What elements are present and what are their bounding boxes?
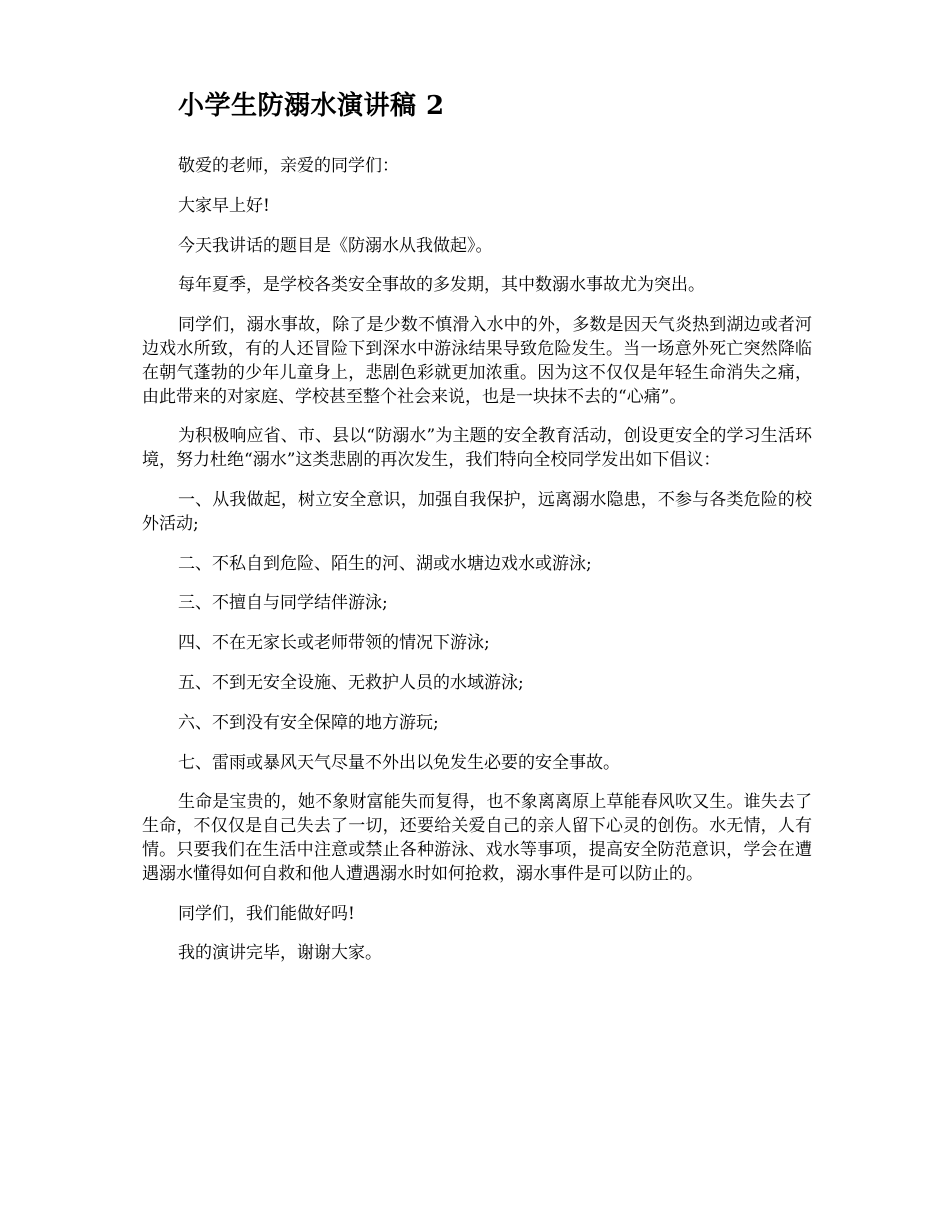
list-item-6: 六、不到没有安全保障的地方游玩;: [178, 712, 439, 733]
paragraph-life: 生命是宝贵的，她不象财富能失而复得，也不象离离原上草能春风吹又生。谁失去了生命，不仅仅是自己失去了一切，还要给关爱自己的亲人留下心灵的创伤。水无情，人有情。只要我们在生活中注意或禁止各种游泳、戏水等事项，提高安全防范意识，学会在遭遇溺水懂得如何自救和他人遭遇溺水时如何抢救，溺水事件是可以防止的。: [142, 792, 812, 884]
list-item-5: 五、不到无安全设施、无救护人员的水域游泳;: [178, 672, 524, 693]
paragraph-topic: 今天我讲话的题目是《防溺水从我做起》。: [178, 235, 493, 256]
list-item-2: 二、不私自到危险、陌生的河、湖或水塘边戏水或游泳;: [178, 553, 592, 574]
list-item-1: 一、从我做起，树立安全意识，加强自我保护，远离溺水隐患，不参与各类危险的校外活动;: [142, 489, 812, 534]
document-title: 小学生防溺水演讲稿 2: [178, 91, 445, 121]
paragraph-initiative: 为积极响应省、市、县以“防溺水”为主题的安全教育活动，创设更安全的学习生活环境，努力杜绝“溺水”这类悲剧的再次发生，我们特向全校同学发出如下倡议：: [142, 426, 812, 471]
paragraph-good-morning: 大家早上好!: [178, 195, 270, 216]
list-item-3: 三、不擅自与同学结伴游泳;: [178, 593, 388, 614]
paragraph-question: 同学们，我们能做好吗!: [178, 903, 355, 924]
paragraph-summer: 每年夏季，是学校各类安全事故的多发期，其中数溺水事故尤为突出。: [178, 275, 705, 296]
paragraph-closing: 我的演讲完毕，谢谢大家。: [178, 943, 382, 964]
list-item-4: 四、不在无家长或老师带领的情况下游泳;: [178, 633, 490, 654]
paragraph-accidents: 同学们，溺水事故，除了是少数不慎滑入水中的外，多数是因天气炎热到湖边或者河边戏水所致，有的人还冒险下到深水中游泳结果导致危险发生。当一场意外死亡突然降临在朝气蓬勃的少年儿童身上，悲剧色彩就更加浓重。因为这不仅仅是年轻生命消失之痛，由此带来的对家庭、学校甚至整个社会来说，也是一块抹不去的“心痛”。: [142, 315, 812, 407]
list-item-7: 七、雷雨或暴风天气尽量不外出以免发生必要的安全事故。: [178, 752, 620, 773]
document-body: [142, 155, 812, 982]
paragraph-greeting: 敬爱的老师，亲爱的同学们：: [178, 156, 399, 176]
